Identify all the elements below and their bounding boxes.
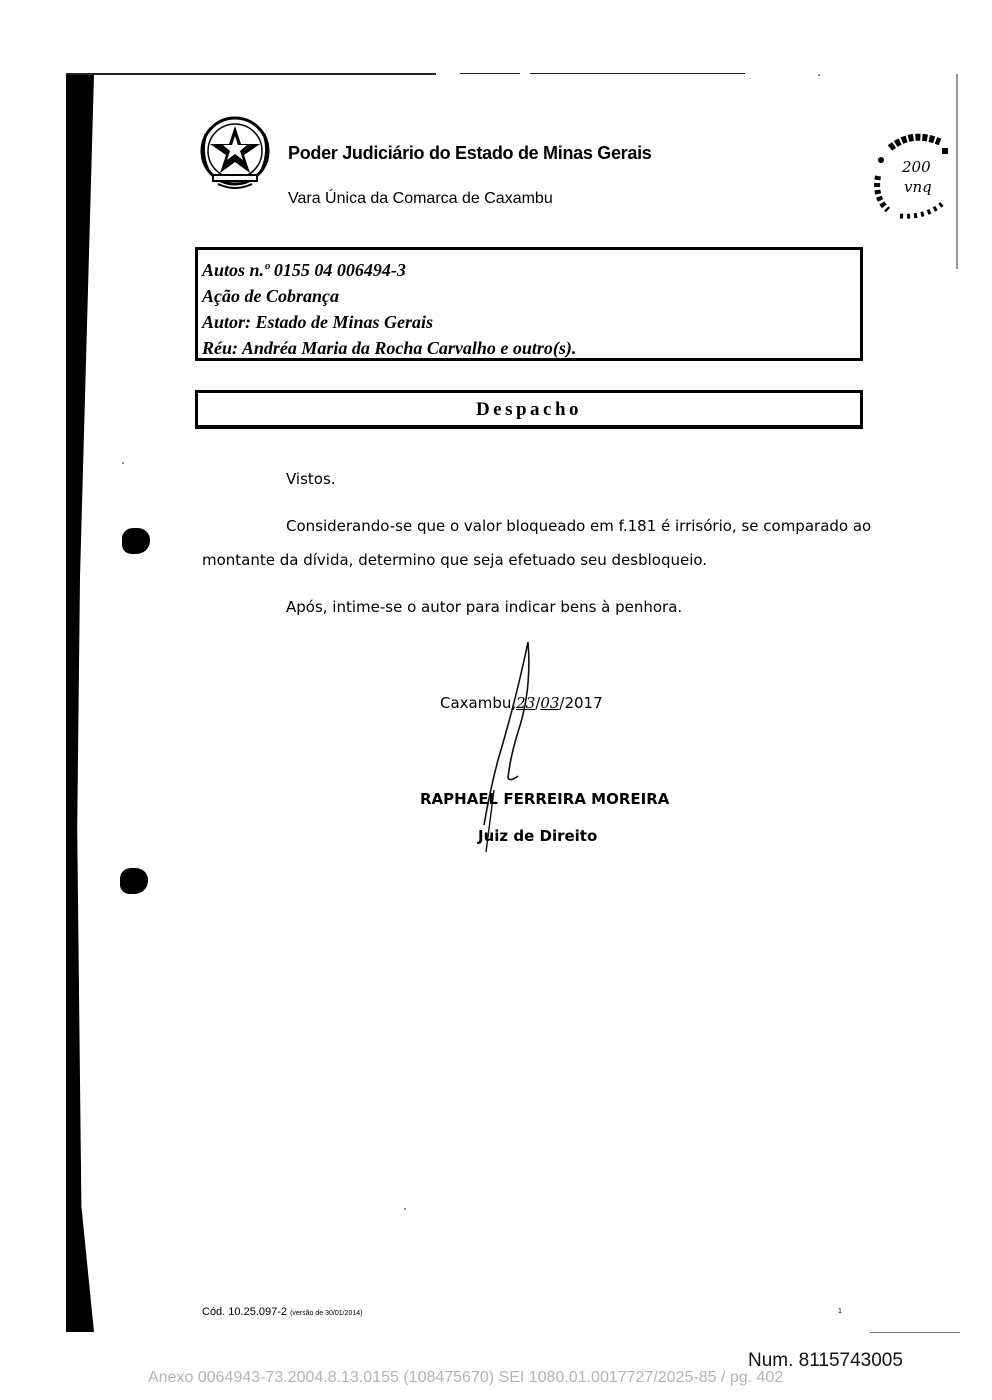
paragraph-1-line-2: montante da dívida, determino que seja efetuado seu desbloqueio.	[202, 551, 708, 569]
scan-top-line	[460, 73, 520, 74]
court-stamp	[870, 128, 954, 224]
date-line: Caxambu,23/03/2017	[440, 694, 603, 712]
document-num: Num. 8115743005	[748, 1350, 903, 1371]
document-title: Despacho	[475, 399, 583, 420]
paragraph-2: Após, intime-se o autor para indicar bens à penhora.	[286, 598, 683, 616]
scan-dot	[122, 462, 124, 464]
date-year: /2017	[559, 694, 603, 712]
handwritten-signature	[470, 640, 540, 870]
punch-hole	[122, 528, 150, 554]
scan-edge-shadow	[66, 74, 94, 1332]
page-number: 1	[838, 1308, 842, 1315]
signer-name: RAPHAEL FERREIRA MOREIRA	[420, 790, 670, 808]
form-code	[202, 1306, 362, 1318]
coat-of-arms-icon	[196, 114, 274, 192]
form-version: (versão de 30/01/2014)	[290, 1310, 363, 1317]
case-action: Ação de Cobrança	[202, 286, 339, 306]
date-place: Caxambu,	[440, 694, 517, 712]
case-number: Autos n.º 0155 04 006494-3	[202, 260, 406, 280]
scan-bottom-line	[870, 1332, 960, 1333]
scan-top-line	[530, 73, 745, 74]
stamp-number: 200	[902, 158, 931, 176]
case-plaintiff: Autor: Estado de Minas Gerais	[202, 312, 434, 332]
form-code-number: Cód. 10.25.097-2	[202, 1306, 288, 1318]
date-day: 23	[516, 694, 536, 712]
despacho-box	[195, 390, 863, 429]
org-subtitle: Vara Única da Comarca de Caxambu	[288, 190, 553, 207]
paragraph-1-line-1: Considerando-se que o valor bloqueado em f.181 é irrisório, se comparado ao	[286, 517, 872, 535]
signer-role: Juiz de Direito	[478, 827, 598, 845]
date-month: 03	[540, 694, 560, 712]
scan-dot	[818, 74, 820, 76]
greeting: Vistos.	[286, 470, 336, 488]
scan-top-line	[66, 73, 436, 75]
case-info-box	[195, 247, 863, 361]
punch-hole	[120, 868, 148, 894]
scan-dot	[404, 1208, 406, 1210]
case-defendant: Réu: Andréa Maria da Rocha Carvalho e outro(s).	[202, 338, 577, 358]
stamp-initials: vnq	[904, 178, 932, 196]
org-title: Poder Judiciário do Estado de Minas Gerais	[288, 143, 652, 163]
annex-footer: Anexo 0064943-73.2004.8.13.0155 (108475670) SEI 1080.01.0017727/2025-85 / pg. 402	[148, 1369, 784, 1386]
scan-right-edge	[956, 74, 958, 269]
